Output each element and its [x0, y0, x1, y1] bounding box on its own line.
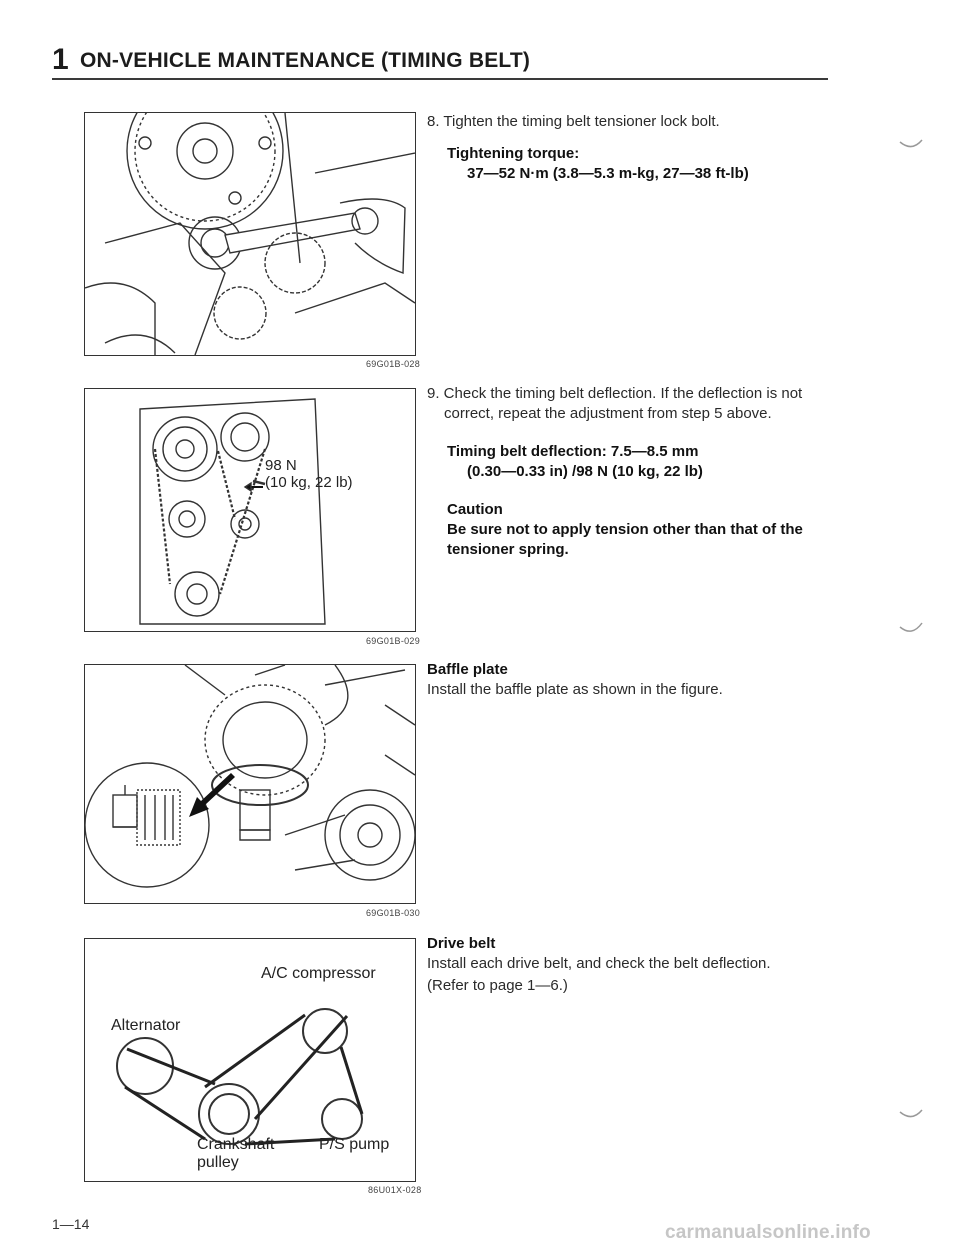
baffle-plate-text: Install the baffle plate as shown in the figure.	[427, 681, 723, 698]
caution-text: Be sure not to apply tension other than that of the tensioner spring.	[447, 521, 803, 558]
timing-belt-illustration	[85, 389, 415, 631]
figure-timing-belt-layout	[84, 388, 416, 632]
tensioner-illustration	[85, 113, 415, 355]
figure-code: 86U01X-028	[368, 1185, 422, 1195]
page-title: ON-VEHICLE MAINTENANCE (TIMING BELT)	[80, 49, 531, 72]
spec-value: 37—52 N·m (3.8—5.3 m-kg, 27—38 ft-lb)	[467, 165, 749, 182]
drive-belt-text: Install each drive belt, and check the belt deflection.	[427, 955, 771, 972]
watermark: carmanualsonline.info	[665, 1222, 871, 1243]
label-ac-compressor: A/C compressor	[261, 965, 376, 982]
spring-force-label: 98 N	[265, 457, 297, 474]
drive-belt-reference: (Refer to page 1—6.)	[427, 977, 568, 994]
step-9-text: 9. Check the timing belt deflection. If the deflection is not correct, repeat the adjustment from step 5 above.	[427, 385, 803, 422]
figure-code: 69G01B-030	[366, 908, 421, 918]
label-alternator: Alternator	[111, 1017, 181, 1034]
label-pulley: pulley	[197, 1154, 239, 1171]
spec-label: Tightening torque:	[447, 145, 580, 162]
baffle-plate-title: Baffle plate	[427, 661, 508, 678]
binder-mark	[896, 130, 926, 160]
page-number: 1—14	[52, 1216, 90, 1232]
drive-belt-section	[427, 934, 837, 996]
spec-value: (0.30—0.33 in) /98 N (10 kg, 22 lb)	[467, 463, 703, 480]
binder-mark	[896, 615, 926, 645]
figure-drive-belt-layout	[84, 938, 416, 1182]
spec-label: Timing belt deflection: 7.5—8.5 mm	[447, 443, 699, 460]
figure-baffle-plate	[84, 664, 416, 904]
drive-belt-title: Drive belt	[427, 935, 496, 952]
spring-force-label-units: (10 kg, 22 lb)	[265, 474, 353, 491]
step-8	[427, 112, 837, 184]
baffle-plate-illustration	[85, 665, 415, 903]
section-number: 1	[52, 43, 69, 76]
step-9	[427, 384, 837, 560]
page-header	[52, 40, 828, 80]
binder-mark	[896, 1100, 926, 1130]
step-8-text: 8. Tighten the timing belt tensioner lock bolt.	[427, 113, 720, 130]
label-crankshaft: Crankshaft	[197, 1136, 275, 1153]
label-ps-pump: P/S pump	[319, 1136, 390, 1153]
figure-code: 69G01B-028	[366, 359, 421, 369]
baffle-plate-section	[427, 660, 837, 700]
figure-tensioner-wrench	[84, 112, 416, 356]
header-rule	[52, 78, 828, 80]
figure-code: 69G01B-029	[366, 636, 421, 646]
caution-title: Caution	[447, 501, 503, 518]
